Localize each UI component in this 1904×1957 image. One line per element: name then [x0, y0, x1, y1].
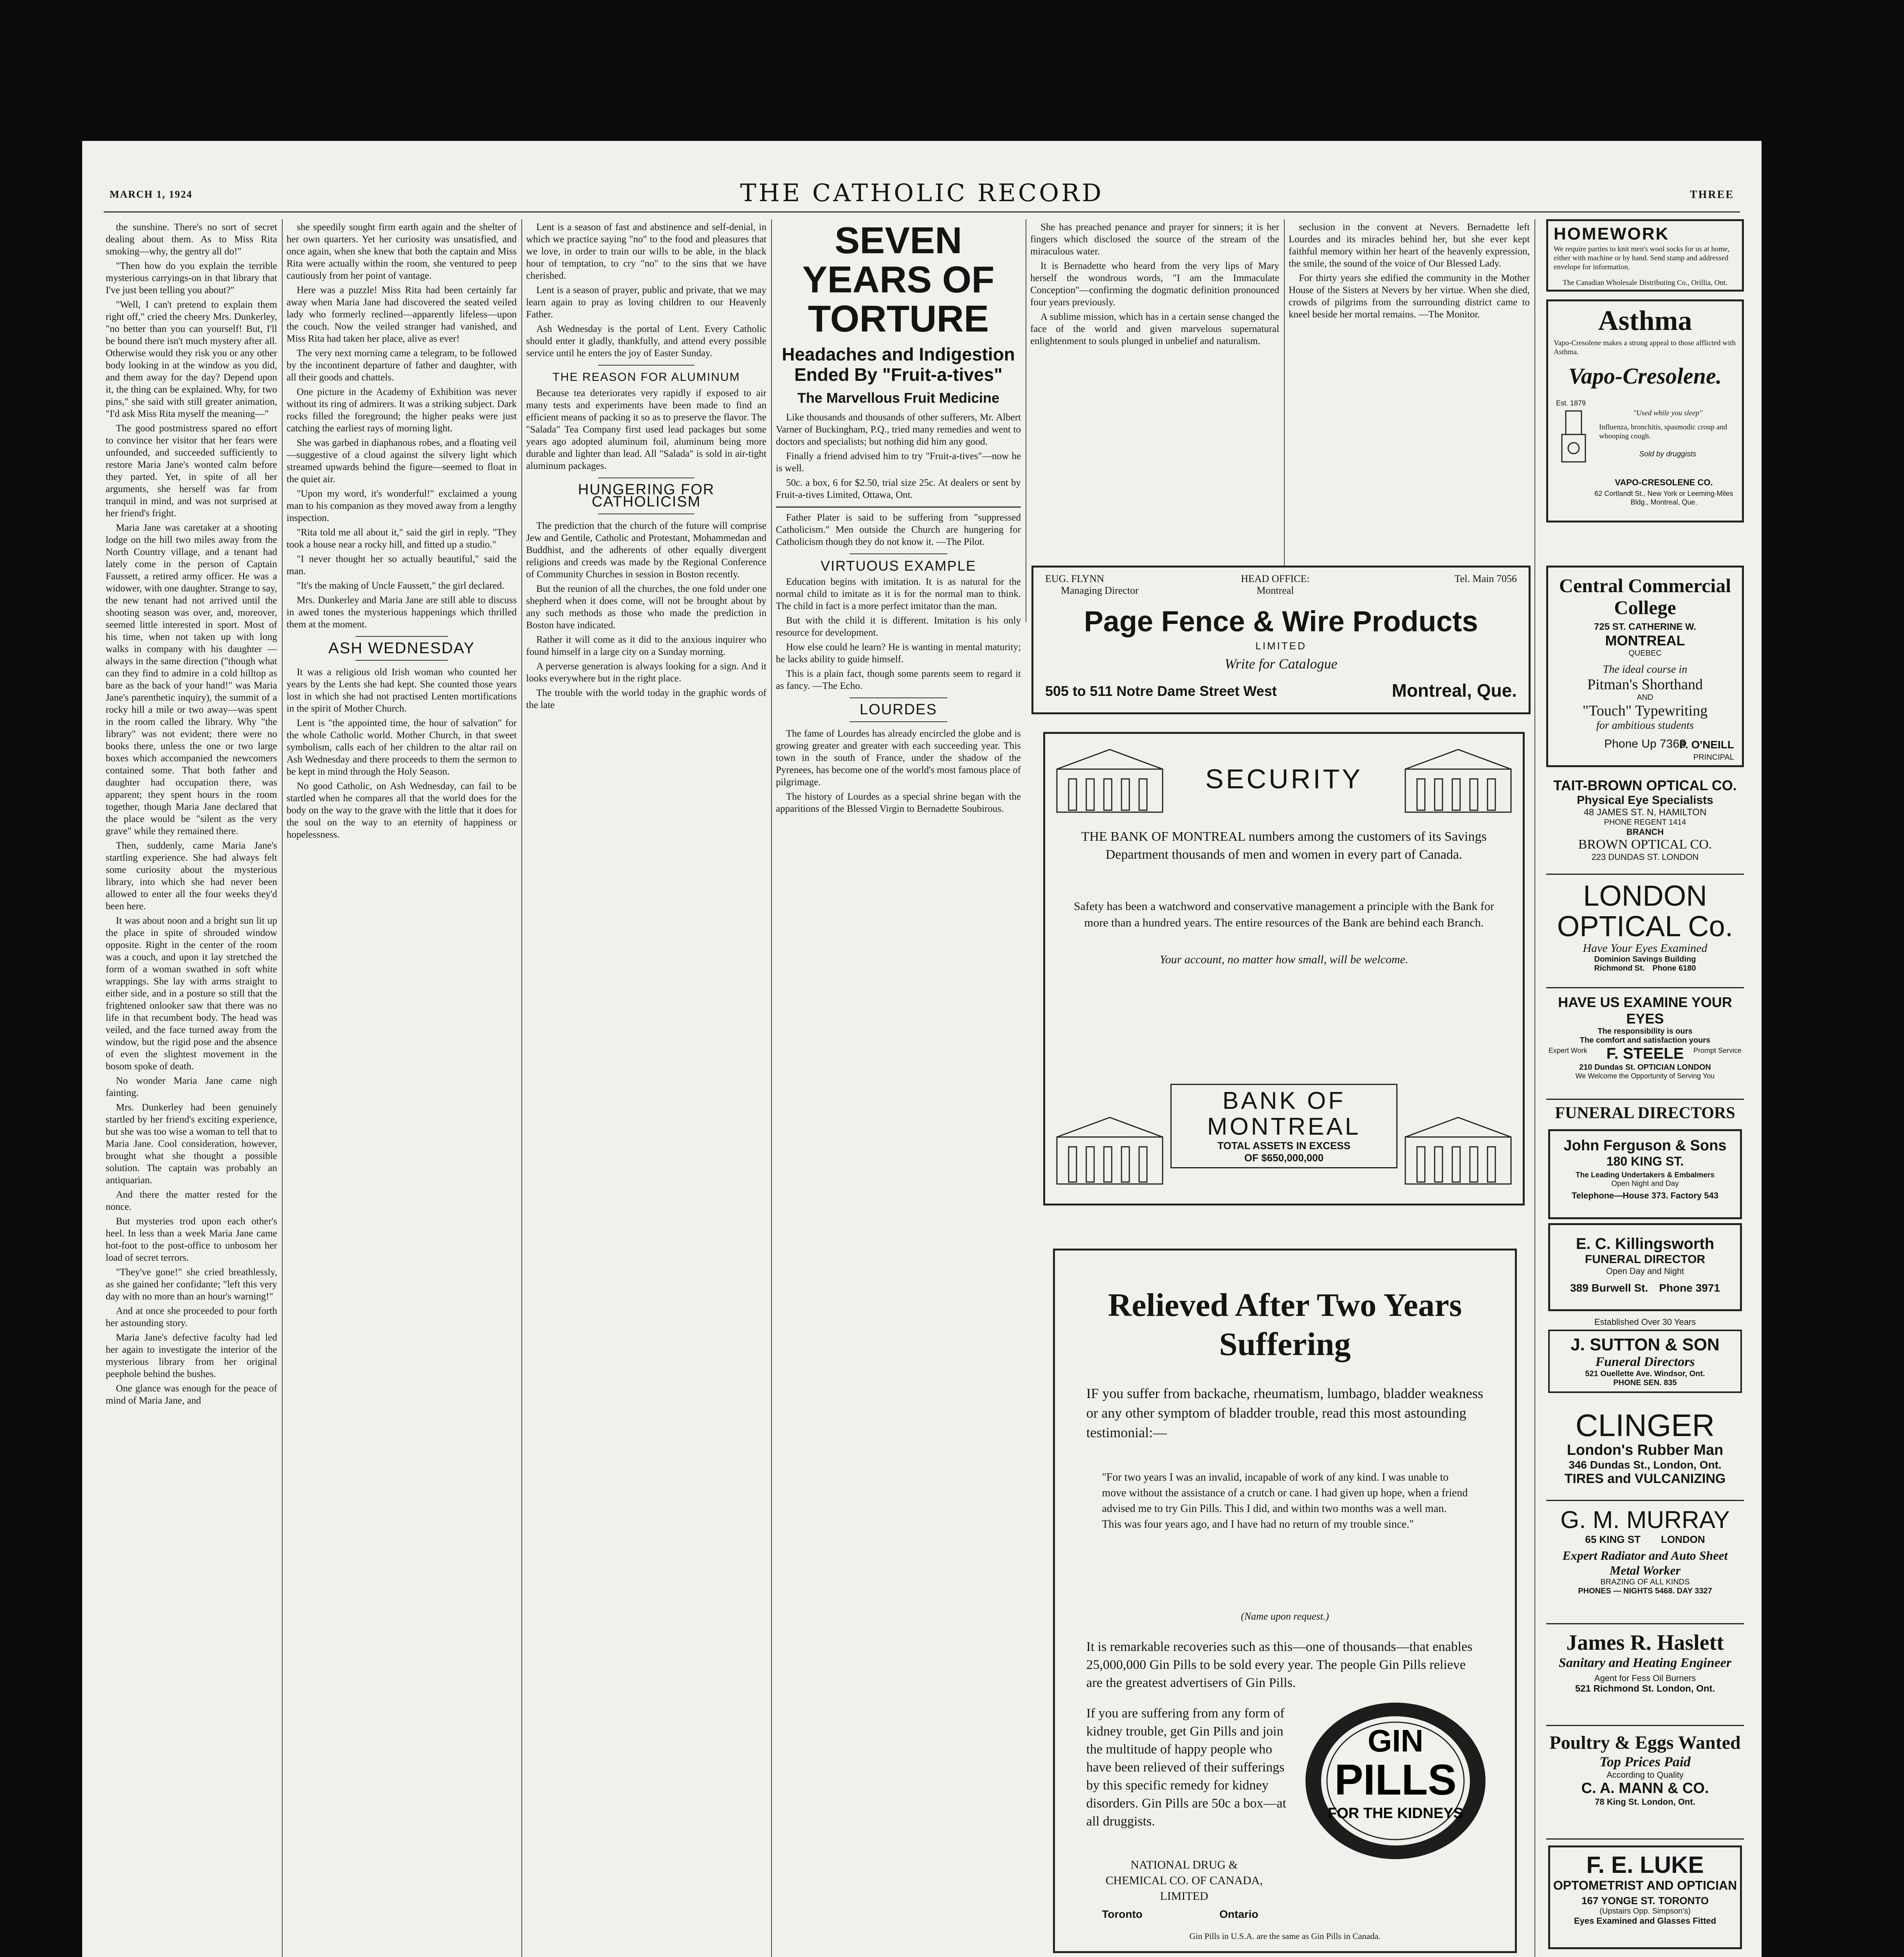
- ad-line: Physical Eye Specialists: [1577, 794, 1713, 807]
- funeral-directors-heading: [1546, 1104, 1744, 1127]
- ad-line: We Welcome the Opportunity of Serving You: [1575, 1072, 1715, 1080]
- separator: [849, 553, 947, 554]
- bank-building-image: [1401, 742, 1515, 816]
- masthead-rule: [104, 211, 1740, 213]
- issue-date: MARCH 1, 1924: [110, 189, 193, 200]
- ad-address: 346 Dundas St., London, Ont.: [1569, 1459, 1722, 1471]
- gin-pills-ad: [1053, 1249, 1517, 1953]
- section-heading: FUNERAL DIRECTORS: [1555, 1104, 1735, 1122]
- paragraph: Mrs. Dunkerley and Maria Jane are still able to discuss in awed tones the mysterious happenings which thrilled them at the moment.: [287, 595, 517, 630]
- gin-logo-text: GIN: [1367, 1723, 1424, 1758]
- paragraph: The trouble with the world today in the graphic words of the late: [526, 688, 766, 710]
- ad-tagline: Your account, no matter how small, will be welcome.: [1159, 953, 1408, 966]
- ad-footnote: Gin Pills in U.S.A. are the same as Gin Pills in Canada.: [1189, 1931, 1381, 1941]
- ad-line: The Leading Undertakers & Embalmers: [1576, 1171, 1715, 1179]
- ad-body: Influenza, bronchitis, spasmodic croup and whooping cough.: [1599, 423, 1727, 440]
- ad-body: Vapo-Cresolene makes a strong appeal to those afflicted with Asthma.: [1554, 339, 1736, 356]
- ad-intro: IF you suffer from backache, rheumatism, lumbago, bladder weakness or any other symptom of bladder trouble, read this most astounding testimonial:—: [1086, 1386, 1484, 1440]
- column-rule: [771, 219, 772, 1957]
- paragraph: seclusion in the convent at Nevers. Bernadette left Lourdes and its miracles behind her, but she ever kept faithful memory within her heart of the heavenly expression, the smile, the sound of the voice of Our Blessed Lady.: [1289, 222, 1530, 269]
- bank-name: MONTREAL: [1207, 1113, 1361, 1140]
- bank-assets: TOTAL ASSETS IN EXCESS: [1217, 1140, 1350, 1151]
- killingsworth-ad: [1548, 1223, 1742, 1311]
- paragraph: For thirty years she edified the community in the Mother House of the Sisters at Nevers by her virtue. When she died, crowds of pilgrims from the surrounding district came to kneel beside her mortal remains. —The Monitor.: [1289, 273, 1530, 320]
- gin-pills-box-image: [1302, 1697, 1489, 1865]
- page-fence-ad: [1031, 566, 1531, 714]
- paragraph: The fame of Lourdes has already encircled the globe and is growing greater and greater with each succeeding year. This town in the south of France, under the shadow of the Pyrenees, has become one of the world's most famous place of pilgrimage.: [776, 728, 1021, 787]
- paragraph: She was garbed in diaphanous robes, and a floating veil—suggestive of a cloud against the silvery light which streamed upwards behind the figure—seemed to float in the quiet air.: [287, 438, 517, 485]
- ad-phone: PHONE REGENT 1414: [1604, 818, 1686, 827]
- separator: [849, 697, 947, 698]
- ad-name: J. SUTTON & SON: [1570, 1335, 1720, 1354]
- ad-headline: HAVE US EXAMINE YOUR EYES: [1558, 994, 1732, 1027]
- ad-role: Managing Director: [1061, 585, 1139, 596]
- ad-catalogue: Write for Catalogue: [1224, 656, 1338, 672]
- paragraph: It was about noon and a bright sun lit up the place in spite of shrouded window opposite. Right in the center of the room was a couch, and upon it lay stretched the form of a woman swathed in soft white wrappings. She lay with arms straight to either side, and in a posture so still that the frightened onlooker saw that there was no life in that recumbent body. The head was veiled, and the face turned away from the window, but the rigid pose and the absence of even the slightest movement in the bosom spoke of death.: [106, 915, 277, 1072]
- paragraph: The prediction that the church of the future will comprise Jew and Gentile, Catholic and Protestant, Mohammedan and Buddhist, and the adherents of other equally divergent religions and creeds was made by the Regional Conference of Community Churches in session in Boston recently.: [526, 521, 766, 580]
- luke-ad: [1548, 1845, 1742, 1949]
- section-heading: HUNGERING FOR CATHOLICISM: [578, 481, 715, 510]
- ad-headline: SECURITY: [1205, 764, 1363, 794]
- ad-company: The Canadian Wholesale Distributing Co., Orillia, Ont.: [1563, 279, 1727, 287]
- bank-building-image: [1053, 1110, 1167, 1188]
- paragraph: she speedily sought firm earth again and the shelter of her own quarters. Yet her curiosity was unsatisfied, and once again, when she knew that both the captain and Miss Rita were actually within the room, she ventured to peep cautiously from her point of vantage.: [287, 222, 517, 281]
- poultry-ad: [1546, 1732, 1744, 1840]
- ad-tagline: Have Your Eyes Examined: [1583, 942, 1707, 955]
- ad-line: Open Night and Day: [1611, 1180, 1679, 1188]
- ferguson-ad: [1548, 1129, 1742, 1219]
- ad-line: Agent for Fess Oil Burners: [1594, 1673, 1696, 1683]
- ad-address: 48 JAMES ST. N, HAMILTON: [1583, 807, 1707, 818]
- paragraph: This is a plain fact, though some parents seem to regard it as fancy. —The Echo.: [776, 669, 1021, 691]
- ad-name: E. C. Killingsworth: [1576, 1235, 1715, 1252]
- paragraph: She has preached penance and prayer for sinners; it is her fingers which disclosed the source of the stream of the miraculous water.: [1030, 222, 1279, 257]
- column-rule: [1284, 219, 1285, 622]
- paragraph: Lent is a season of fast and abstinence and self-denial, in which we practice saying "no" to the food and pleasures that we love, in order to train our wills to be able, in the black hour of temptation, to cry "no" to the sins that we have cherished.: [526, 222, 766, 281]
- column-5: [1030, 221, 1279, 550]
- asthma-ad: [1546, 299, 1744, 523]
- paragraph: 50c. a box, 6 for $2.50, trial size 25c. At dealers or sent by Fruit-a-tives Limited, Ottawa, Ont.: [776, 478, 1021, 500]
- ad-name: C. A. MANN & CO.: [1581, 1780, 1709, 1797]
- column-4: [776, 221, 1021, 1957]
- ad-line: Prompt Service: [1693, 1047, 1742, 1054]
- clinger-ad: [1546, 1409, 1744, 1501]
- paragraph: One glance was enough for the peace of mind of Maria Jane, and: [106, 1383, 277, 1406]
- ad-phone: Telephone—House 373. Factory 543: [1572, 1191, 1718, 1200]
- column-rule: [1534, 219, 1535, 1957]
- college-ad: [1546, 566, 1744, 767]
- ad-headline: Page Fence & Wire Products: [1084, 605, 1478, 638]
- ad-headline: Central Commercial College: [1559, 575, 1731, 618]
- ad-city: LONDON: [1661, 1534, 1705, 1545]
- masthead: [82, 178, 1762, 210]
- column-2: [287, 221, 517, 1957]
- ad-phone: Phone Up 7363: [1604, 737, 1686, 750]
- ad-address: 180 KING ST.: [1606, 1154, 1684, 1168]
- ad-est: Est. 1879: [1556, 399, 1586, 407]
- paragraph: Finally a friend advised him to try "Fruit-a-tives"—now he is well.: [776, 451, 1021, 474]
- ad-line: Expert Work: [1549, 1047, 1587, 1054]
- paragraph: The good postmistress spared no effort to convince her visitor that her fears were unfounded, and succeeded sufficiently to restore Maria Jane's wonted calm before they parted. Yet, in spite of all her arguments, she herself was far from tranquil in mind, and was not surprised at her friend's fright.: [106, 423, 277, 519]
- ad-line: for ambitious students: [1596, 719, 1694, 732]
- ad-address: 521 Richmond St. London, Ont.: [1575, 1683, 1715, 1694]
- ad-body: THE BANK OF MONTREAL numbers among the customers of its Savings Department thousands of men and women in every part of Canada.: [1081, 829, 1487, 862]
- paragraph: But the reunion of all the churches, the one fold under one shepherd when it does come, will not be brought about by any such methods as those who made the prediction in Boston have indicated.: [526, 584, 766, 631]
- ad-place: Montreal, Que.: [1392, 680, 1517, 701]
- paragraph: The very next morning came a telegram, to be followed by the incontinent departure of father and daughter, with all their goods and chattels.: [287, 348, 517, 383]
- paragraph: But with the child it is different. Imitation is his only resource for development.: [776, 615, 1021, 638]
- paragraph: Lent is a season of prayer, public and private, that we may learn again to pray as loving children to our Heavenly Father.: [526, 285, 766, 320]
- paragraph: Maria Jane's defective faculty had led her again to investigate the interior of the mysterious library from her original peephole behind the bushes.: [106, 1332, 277, 1379]
- column-rule: [282, 219, 283, 1957]
- ad-line: FUNERAL DIRECTOR: [1585, 1253, 1706, 1266]
- paragraph: the sunshine. There's no sort of secret dealing about them. As to Miss Rita smoking—why, the gentry all do!": [106, 222, 277, 257]
- ad-headline: Asthma: [1598, 305, 1692, 336]
- paragraph: Lent is "the appointed time, the hour of salvation" for the whole Catholic world. Mother Church, in that sweet symbolism, calls each of her children to the altar rail on Ash Wednesday and there proceeds to them the sermon to be kept in mind through the Holy Season.: [287, 718, 517, 777]
- column-1: [106, 221, 277, 1957]
- ad-signature: (Name upon request.): [1240, 1611, 1329, 1622]
- paragraph: "Well, I can't pretend to explain them right off," cried the cheery Mrs. Dunkerley, "no better than you can yourself! But, I'll be bound there isn't much mystery after all. Otherwise would they risk you or any other body looking in at the window as you did, and them away for the day? Depend upon it, the thing can be explained. Why, for two pins," she said with still greater animation, "I'd ask Miss Rita myself the meaning—": [106, 299, 277, 419]
- ad-name: EUG. FLYNN: [1045, 573, 1104, 584]
- ad-principal-title: PRINCIPAL: [1693, 753, 1734, 762]
- ad-tagline: The Marvellous Fruit Medicine: [797, 390, 1000, 406]
- ad-province: QUEBEC: [1628, 649, 1662, 658]
- ad-line: TIRES and VULCANIZING: [1564, 1471, 1726, 1486]
- ad-line: The responsibility is ours: [1597, 1027, 1693, 1036]
- ad-line: Eyes Examined and Glasses Fitted: [1574, 1916, 1716, 1926]
- ad-address: 210 Dundas St. OPTICIAN LONDON: [1579, 1063, 1711, 1072]
- paragraph: And there the matter rested for the nonce.: [106, 1189, 277, 1212]
- ad-headline: OPTICAL Co.: [1557, 910, 1733, 942]
- newspaper-page: [82, 141, 1762, 1957]
- paragraph: Maria Jane was caretaker at a shooting lodge on the hill two miles away from the North Country village, and a tenant had lately come in the person of Captain Faussett, a retired army officer. He was a widower, with one daughter. Strange to say, the new tenant had not arrived until the shooting season was over, and, moreover, seemed little interested in sport. Most of his time, when not taken up with long walks in company with his daughter — always in the same direction ("though what can they find to admire in a cold hilltop as bare as the back of your hand!" was Maria Jane's parenthetic inquiry), the summit of a rocky hill a mile or two away—was spent in the room called the library. Why "the library" was not evident; there were no books there, unless the one or two large boxes which accompanied the newcomers contained some. That both father and daughter had occupation there, was apparent; they spent hours in the room together, though Maria Jane declared that the place would be "silent as the very grave" while they remained there.: [106, 523, 277, 836]
- paragraph: No good Catholic, on Ash Wednesday, can fail to be startled when he compares all that the world does for the body on the way to the grave with the little that it does for the soul on the way to an eternity of happiness or hopelessness.: [287, 781, 517, 840]
- ad-city: MONTREAL: [1605, 633, 1685, 649]
- paragraph: Here was a puzzle! Miss Rita had been certainly far away when Maria Jane had discovered the seated veiled lady who formerly reclined—apparently lifeless—upon the couch. Now the veiled stranger had vanished, and Miss Rita had taken her place, alive as ever!: [287, 285, 517, 344]
- ad-street: Richmond St.: [1594, 964, 1645, 973]
- gin-logo-text: FOR THE KIDNEYS: [1327, 1805, 1464, 1822]
- paragraph: "I never thought her so actually beautiful," said the man.: [287, 554, 517, 577]
- bank-assets: OF $650,000,000: [1244, 1152, 1324, 1164]
- ad-name: G. M. MURRAY: [1560, 1507, 1730, 1534]
- paragraph: And at once she proceeded to pour forth her astounding story.: [106, 1306, 277, 1328]
- paragraph: Ash Wednesday is the portal of Lent. Every Catholic should enter it gladly, thankfully, and attend every possible service until he enters the joy of Easter Sunday.: [526, 324, 766, 359]
- ad-city: Montreal: [1257, 585, 1294, 596]
- paragraph: Like thousands and thousands of other sufferers, Mr. Albert Varner of Buckingham, P.Q., tried many remedies and went to doctors and specialists; but nothing did him any good.: [776, 412, 1021, 447]
- ad-phone: Tel. Main 7056: [1454, 573, 1517, 584]
- ad-brand: Vapo-Cresolene.: [1568, 363, 1722, 389]
- steele-ad: [1546, 994, 1744, 1100]
- ad-name: James R. Haslett: [1566, 1631, 1724, 1655]
- paragraph: "They've gone!" she cried breathlessly, as she gained her confidante; "left this very day with no more than an hour's warning!": [106, 1267, 277, 1302]
- ad-company: VAPO-CRESOLENE CO.: [1615, 478, 1713, 487]
- sutton-ad: [1548, 1317, 1742, 1403]
- ad-phone: Phone 3971: [1659, 1282, 1720, 1294]
- separator: [598, 365, 694, 366]
- paragraph: "Then how do you explain the terrible mysterious carryings-on in that library that I've just been telling you about?": [106, 261, 277, 296]
- paragraph: No wonder Maria Jane came nigh fainting.: [106, 1076, 277, 1098]
- ad-company: NATIONAL DRUG & CHEMICAL CO. OF CANADA, LIMITED: [1105, 1858, 1263, 1903]
- paragraph: How else could he learn? He is wanting in mental maturity; he lacks ability to guide himself.: [776, 642, 1021, 665]
- paragraph: "Rita told me all about it," said the girl in reply. "They took a house near a rocky hill, and fitted up a studio.": [287, 527, 517, 550]
- ad-address: 223 DUNDAS ST. LONDON: [1591, 852, 1699, 862]
- ad-name: John Ferguson & Sons: [1563, 1137, 1727, 1154]
- ad-line: Sanitary and Heating Engineer: [1558, 1656, 1732, 1670]
- ad-line: The ideal course in: [1603, 663, 1688, 676]
- ad-address: 389 Burwell St.: [1570, 1282, 1648, 1294]
- ad-address: 62 Cortlandt St., New York or Leeming-Miles Bldg., Montreal, Que.: [1594, 490, 1733, 506]
- ad-line: OPTOMETRIST AND OPTICIAN: [1553, 1878, 1737, 1892]
- section-heading: LOURDES: [860, 701, 937, 718]
- ad-limited: LIMITED: [1255, 640, 1307, 652]
- ad-line: The comfort and satisfaction yours: [1579, 1036, 1711, 1045]
- ad-body: If you are suffering from any form of kidney trouble, get Gin Pills and join the multitude of happy people who have been relieved of their sufferings by this specific remedy for kidney disorders. Gin Pills are 50c a box—at all druggists.: [1086, 1706, 1286, 1829]
- bank-building-image: [1053, 742, 1167, 816]
- ad-phone: PHONE SEN. 835: [1613, 1379, 1677, 1387]
- paragraph: "It's the making of Uncle Faussett," the girl declared.: [297, 580, 505, 591]
- separator: [355, 660, 447, 661]
- column-rule: [521, 219, 522, 1957]
- ad-address: 167 YONGE ST. TORONTO: [1581, 1895, 1709, 1907]
- ad-address: 521 Ouellette Ave. Windsor, Ont.: [1585, 1370, 1705, 1378]
- ad-body: We require parties to knit men's wool socks for us at home, either with machine or by hand. Send stamp and addressed envelope for information.: [1554, 245, 1730, 271]
- paragraph: It was a religious old Irish woman who counted her years by the Lents she had kept. She counted those years lost in which she had not practised Lenten mortifications in the spirit of Mother Church.: [287, 667, 517, 714]
- paragraph: Then, suddenly, came Maria Jane's startling experience. She had always felt some curiosity about the mysterious library, into which she had never been allowed to enter all the four weeks they'd been here.: [106, 840, 277, 912]
- ad-principal: P. O'NEILL: [1679, 739, 1734, 751]
- paragraph: Rather it will come as it did to the anxious inquirer who found himself in a large city on a Sunday morning.: [526, 634, 766, 657]
- bank-name: BANK OF: [1222, 1087, 1346, 1114]
- homework-ad: [1546, 219, 1744, 292]
- ad-headline: SEVEN YEARS OF TORTURE: [802, 221, 995, 340]
- paragraph: The history of Lourdes as a special shrine began with the apparitions of the Blessed Virgin to Bernadette Soubirous.: [776, 791, 1021, 814]
- ad-line: BRAZING OF ALL KINDS: [1600, 1578, 1690, 1586]
- ad-line: (Upstairs Opp. Simpson's): [1599, 1907, 1691, 1916]
- ad-line: Open Day and Night: [1606, 1266, 1684, 1276]
- vaporizer-lamp-icon: [1556, 407, 1591, 466]
- ad-body: Safety has been a watchword and conservative management a principle with the Bank for more than a hundred years. The entire resources of the Bank are behind each Branch.: [1074, 900, 1494, 929]
- paragraph: One picture in the Academy of Exhibition was never without its ring of admirers. It was a striking subject. Dark rocks filled the foreground; the higher peaks were just catching the earliest rays of morning light.: [287, 387, 517, 434]
- ad-name: CLINGER: [1575, 1409, 1715, 1443]
- ad-city: Toronto: [1102, 1908, 1143, 1920]
- ad-headline: Poultry & Eggs Wanted: [1549, 1732, 1741, 1753]
- ad-line: AND: [1637, 693, 1653, 702]
- bank-nameplate: [1170, 1084, 1397, 1168]
- ad-body: It is remarkable recoveries such as this—one of thousands—that enables 25,000,000 Gin Pills to be sold every year. The people Gin Pills relieve are the greatest advertisers of Gin Pills.: [1086, 1640, 1473, 1690]
- ad-course: Pitman's Shorthand: [1587, 676, 1703, 693]
- gin-logo-text: PILLS: [1334, 1756, 1457, 1804]
- paragraph: Father Plater is said to be suffering from "suppressed Catholicism." Men outside the Church are hungering for Catholicism though they do not know it. —The Pilot.: [776, 512, 1021, 547]
- paragraph: "Upon my word, it's wonderful!" exclaimed a young man to his companion as they moved away from a lengthy inspection.: [287, 488, 517, 523]
- ad-headline: LONDON: [1583, 881, 1707, 912]
- section-heading: THE REASON FOR ALUMINUM: [552, 371, 740, 384]
- bank-building-image: [1401, 1110, 1515, 1188]
- paper-title: THE CATHOLIC RECORD: [740, 178, 1104, 207]
- separator: [849, 721, 947, 722]
- ad-sold: Sold by druggists: [1639, 450, 1697, 458]
- ad-testimonial: "For two years I was an invalid, incapable of work of any kind. I was unable to move without the assistance of a crutch or cane. I had given up hope, when a friend advised me to try Gin Pills. This I did, and within two months was a well man. This was four years ago, and I have had no return of my trouble since.": [1102, 1471, 1468, 1530]
- ad-headline: Relieved After Two Years Suffering: [1108, 1287, 1462, 1362]
- bank-of-montreal-ad: [1043, 732, 1525, 1206]
- ad-phone: PHONES — NIGHTS 5468. DAY 3327: [1578, 1587, 1712, 1595]
- paragraph: But mysteries trod upon each other's heel. In less than a week Maria Jane came hot-foot to the post-office to unbosom her load of secret terrors.: [106, 1216, 277, 1263]
- ad-phone: Phone 6180: [1652, 964, 1696, 973]
- section-heading: ASH WEDNESDAY: [328, 640, 475, 657]
- separator: [355, 636, 447, 637]
- ad-name: F. STEELE: [1606, 1045, 1684, 1062]
- ad-tagline: "Used while you sleep": [1633, 409, 1702, 417]
- ad-line: Dominion Savings Building: [1594, 955, 1696, 964]
- ad-address: 65 KING ST: [1585, 1534, 1641, 1545]
- paragraph: Education begins with imitation. It is as natural for the normal child to imitate as it is for the normal man to think. The child in fact is a more perfect imitator than the man.: [776, 577, 1021, 611]
- column-3: [526, 221, 766, 1957]
- haslett-ad: [1546, 1630, 1744, 1726]
- paragraph: Because tea deteriorates very rapidly if exposed to air many tests and experiments have been made to find an efficient means of packing it so as to preserve the flavor. The "Salada" Tea Company first used lead packages but some years ago adopted aluminum foil, aluminum being more durable and lighter than lead. All "Salada" is sold in air-tight aluminum packages.: [526, 388, 766, 471]
- fruit-a-tives-ad: [776, 221, 1021, 508]
- ad-line: Expert Radiator and Auto Sheet Metal Worker: [1562, 1548, 1728, 1577]
- paragraph: It is Bernadette who heard from the very lips of Mary herself the wondrous words, "I am the Immaculate Conception"—confirming the dogmatic definition pronounced four years previously.: [1030, 261, 1279, 308]
- paragraph: A perverse generation is always looking for a sign. And it looks everywhere but in the right place.: [526, 661, 766, 684]
- page-number: THREE: [1689, 189, 1734, 201]
- ad-address: 505 to 511 Notre Dame Street West: [1045, 683, 1277, 699]
- ad-subheadline: Headaches and Indigestion Ended By "Fruit-a-tives": [782, 344, 1015, 385]
- paragraph: A sublime mission, which has in a certain sense changed the face of the world and given marvelous supernatural enlightenment to souls plunged in unbelief and naturalism.: [1030, 312, 1279, 346]
- ad-line: BRANCH: [1626, 827, 1664, 837]
- ad-line: Funeral Directors: [1595, 1355, 1695, 1369]
- ad-headline: TAIT-BROWN OPTICAL CO.: [1553, 777, 1737, 793]
- column-6: [1289, 221, 1530, 550]
- tait-brown-ad: [1546, 775, 1744, 875]
- ad-line: Established Over 30 Years: [1594, 1317, 1696, 1327]
- ad-line: BROWN OPTICAL CO.: [1578, 837, 1712, 852]
- ad-line: According to Quality: [1606, 1770, 1684, 1780]
- murray-ad: [1546, 1507, 1744, 1624]
- ad-headline: HOMEWORK: [1554, 224, 1670, 243]
- ad-address: 78 King St. London, Ont.: [1595, 1797, 1695, 1807]
- section-heading: VIRTUOUS EXAMPLE: [820, 558, 976, 574]
- ad-name: F. E. LUKE: [1586, 1852, 1704, 1878]
- ad-city: Ontario: [1219, 1908, 1259, 1920]
- ad-address: 725 ST. CATHERINE W.: [1594, 622, 1696, 632]
- ad-office-label: HEAD OFFICE:: [1241, 573, 1310, 584]
- ad-line: London's Rubber Man: [1567, 1442, 1724, 1458]
- paragraph: Mrs. Dunkerley had been genuinely startled by her friend's exciting experience, but she was too wise a woman to tell that to Maria Jane. Cool consideration, however, brought what she thought a possible solution. The captain was probably an antiquarian.: [106, 1102, 277, 1186]
- ad-line: Top Prices Paid: [1599, 1754, 1691, 1770]
- ad-course: "Touch" Typewriting: [1582, 703, 1708, 719]
- london-optical-ad: [1546, 881, 1744, 988]
